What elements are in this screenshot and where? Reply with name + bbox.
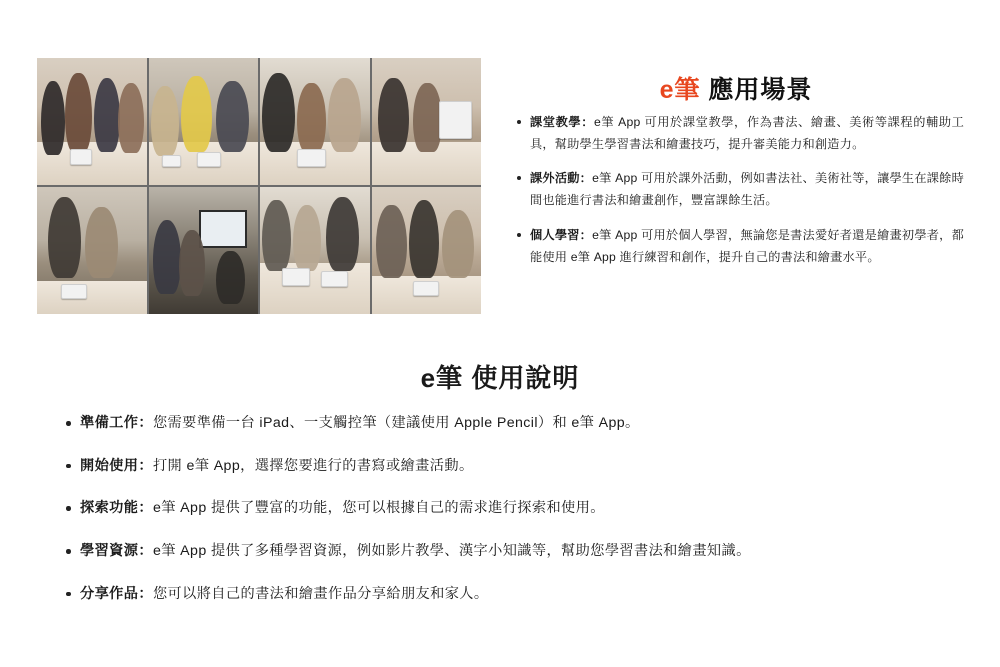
collage-photo-3 <box>260 58 370 185</box>
usage-label-1: 準備工作： <box>80 415 153 431</box>
usage-label-3: 探索功能： <box>80 500 153 517</box>
scenario-label-3: 個人學習： <box>530 227 593 242</box>
usage-title: e筆 使用說明 <box>420 363 580 393</box>
usage-instructions-list <box>62 412 952 626</box>
collage-photo-2 <box>149 58 259 185</box>
collage-photo-6 <box>149 187 259 314</box>
collage-photo-4 <box>372 58 482 185</box>
usage-text-2: 打開 e筆 App，選擇您要進行的書寫或繪畫活動。 <box>152 457 474 474</box>
collage-photo-1 <box>37 58 147 185</box>
usage-label-5: 分享作品： <box>80 585 153 602</box>
list-item <box>80 540 952 563</box>
scenario-text-2: e筆 App 可用於課外活動，例如書法社、美術社等，讓學生在課餘時間也能進行書法和繪畫創作，豐富課餘生活。 <box>530 171 964 208</box>
scenarios-list <box>512 112 964 281</box>
list-item <box>80 583 952 606</box>
list-item <box>530 225 964 268</box>
usage-label-2: 開始使用： <box>80 457 153 474</box>
classroom-photo-collage <box>37 58 481 314</box>
collage-photo-8 <box>372 187 482 314</box>
usage-text-3: e筆 App 提供了豐富的功能，您可以根據自己的需求進行探索和使用。 <box>152 500 605 517</box>
list-item <box>530 168 964 211</box>
scenario-label-2: 課外活動： <box>530 171 593 186</box>
list-item <box>80 412 952 435</box>
usage-text-4: e筆 App 提供了多種學習資源，例如影片教學、漢字小知識等，幫助您學習書法和繪畫知識。 <box>152 543 751 560</box>
scenario-text-1: e筆 App 可用於課堂教學，作為書法、繪畫、美術等課程的輔助工具，幫助學生學習書法和繪畫技巧，提升審美能力和創造力。 <box>530 115 965 151</box>
usage-text-1: 您需要準備一台 iPad、一支觸控筆（建議使用 Apple Pencil）和 e筆 App。 <box>152 415 640 431</box>
scenario-text-3: e筆 App 可用於個人學習，無論您是書法愛好者還是繪畫初學者，都能使用 e筆 App 進行練習和創作，提升自己的書法和繪畫水平。 <box>530 227 964 264</box>
collage-photo-7 <box>260 187 370 314</box>
scenarios-title-rest: 應用場景 <box>700 76 813 104</box>
collage-photo-5 <box>37 187 147 314</box>
list-item <box>80 497 952 520</box>
scenario-label-1: 課堂教學： <box>530 115 594 129</box>
usage-label-4: 學習資源： <box>80 543 153 560</box>
list-item <box>80 455 952 478</box>
usage-text-5: 您可以將自己的書法和繪畫作品分享給朋友和家人。 <box>152 585 489 602</box>
list-item <box>530 112 964 155</box>
scenarios-title <box>512 70 960 106</box>
scenarios-title-brand: e筆 <box>659 76 701 104</box>
